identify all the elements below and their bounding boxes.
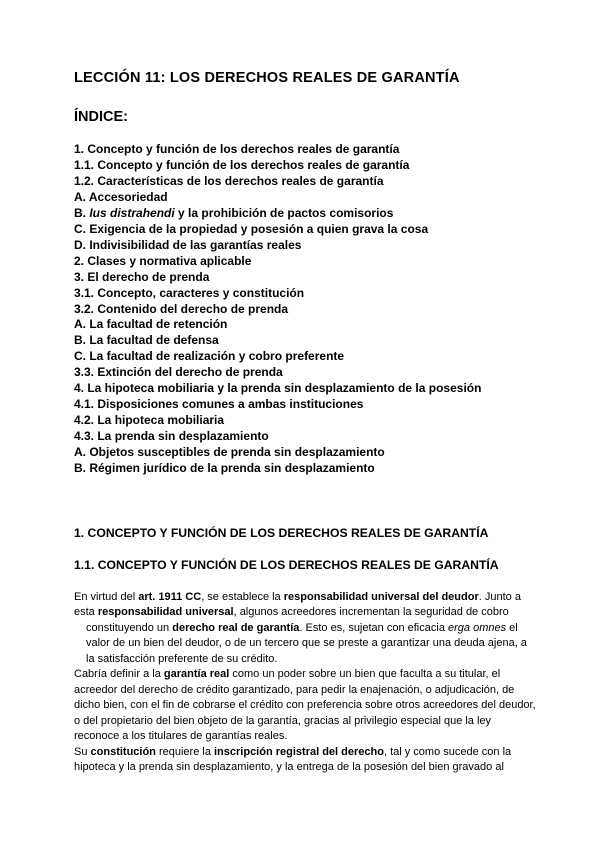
toc-item: 4.3. La prenda sin desplazamiento [74,429,269,444]
toc-item: 3.1. Concepto, caracteres y constitución [74,285,305,300]
toc-item: B. Ius distrahendi y la prohibición de pactos comisorios [74,205,394,220]
subsection-heading: 1.1. CONCEPTO Y FUNCIÓN DE LOS DERECHOS REALES DE GARANTÍA [74,558,499,572]
toc-item: B. Régimen jurídico de la prenda sin desplazamiento [74,461,375,476]
index-heading: ÍNDICE: [74,109,128,125]
toc-item: 4.2. La hipoteca mobiliaria [74,413,225,428]
paragraph: Su constitución requiere la inscripción registral del derecho, tal y como sucede con la hipoteca y la prenda sin desplazamiento, y la entrega de la posesión del bien gravado al [74,745,512,773]
paragraph: Cabría definir a la garantía real como un poder sobre un bien que faculta a su titular, el acreedor del derecho de crédito garantizado, para pedir la enajenación, o adjudicación, de dicho bien, con el fin de cobrarse el crédito con preferencia sobre otros acreedores del deudor, o del propietario del bien objeto de la garantía, gracias al privilegio especial que la ley reconoce a los titulares de garantías reales. [74,668,536,743]
toc-item: A. Objetos susceptibles de prenda sin desplazamiento [74,445,385,460]
toc-item: 3. El derecho de prenda [74,269,210,284]
body-text [74,590,536,775]
toc-item: 2. Clases y normativa aplicable [74,253,252,268]
toc-item: B. La facultad de defensa [74,333,219,348]
toc-item: 1.1. Concepto y función de los derechos reales de garantía [74,157,410,172]
lesson-title: LECCIÓN 11: LOS DERECHOS REALES DE GARANTÍA [74,70,460,86]
toc-item: A. La facultad de retención [74,317,228,332]
section-heading: 1. CONCEPTO Y FUNCIÓN DE LOS DERECHOS REALES DE GARANTÍA [74,526,489,540]
toc-item: C. Exigencia de la propiedad y posesión a quien grava la cosa [74,221,429,236]
toc-item: 4. La hipoteca mobiliaria y la prenda sin desplazamiento de la posesión [74,381,482,396]
toc-item: 3.3. Extinción del derecho de prenda [74,365,283,380]
toc-item: 3.2. Contenido del derecho de prenda [74,301,289,316]
toc-item: D. Indivisibilidad de las garantías reales [74,237,302,252]
table-of-contents [74,142,481,477]
toc-item: 1.2. Características de los derechos reales de garantía [74,173,384,188]
toc-item: A. Accesoriedad [74,189,168,204]
toc-item: C. La facultad de realización y cobro preferente [74,349,345,364]
toc-item: 1. Concepto y función de los derechos reales de garantía [74,142,400,156]
paragraph: En virtud del art. 1911 CC, se establece la responsabilidad universal del deudor. Junto a esta responsabilidad universal, algunos acreedores incrementan la seguridad de cobro constituyendo un derecho real de garantía. Esto es, sujetan con eficacia erga omnes el valor de un bien del deudor, o de un tercero que se preste a garantizar una deuda ajena, a la satisfacción preferente de su crédito. [74,591,527,665]
toc-item: 4.1. Disposiciones comunes a ambas instituciones [74,397,364,412]
